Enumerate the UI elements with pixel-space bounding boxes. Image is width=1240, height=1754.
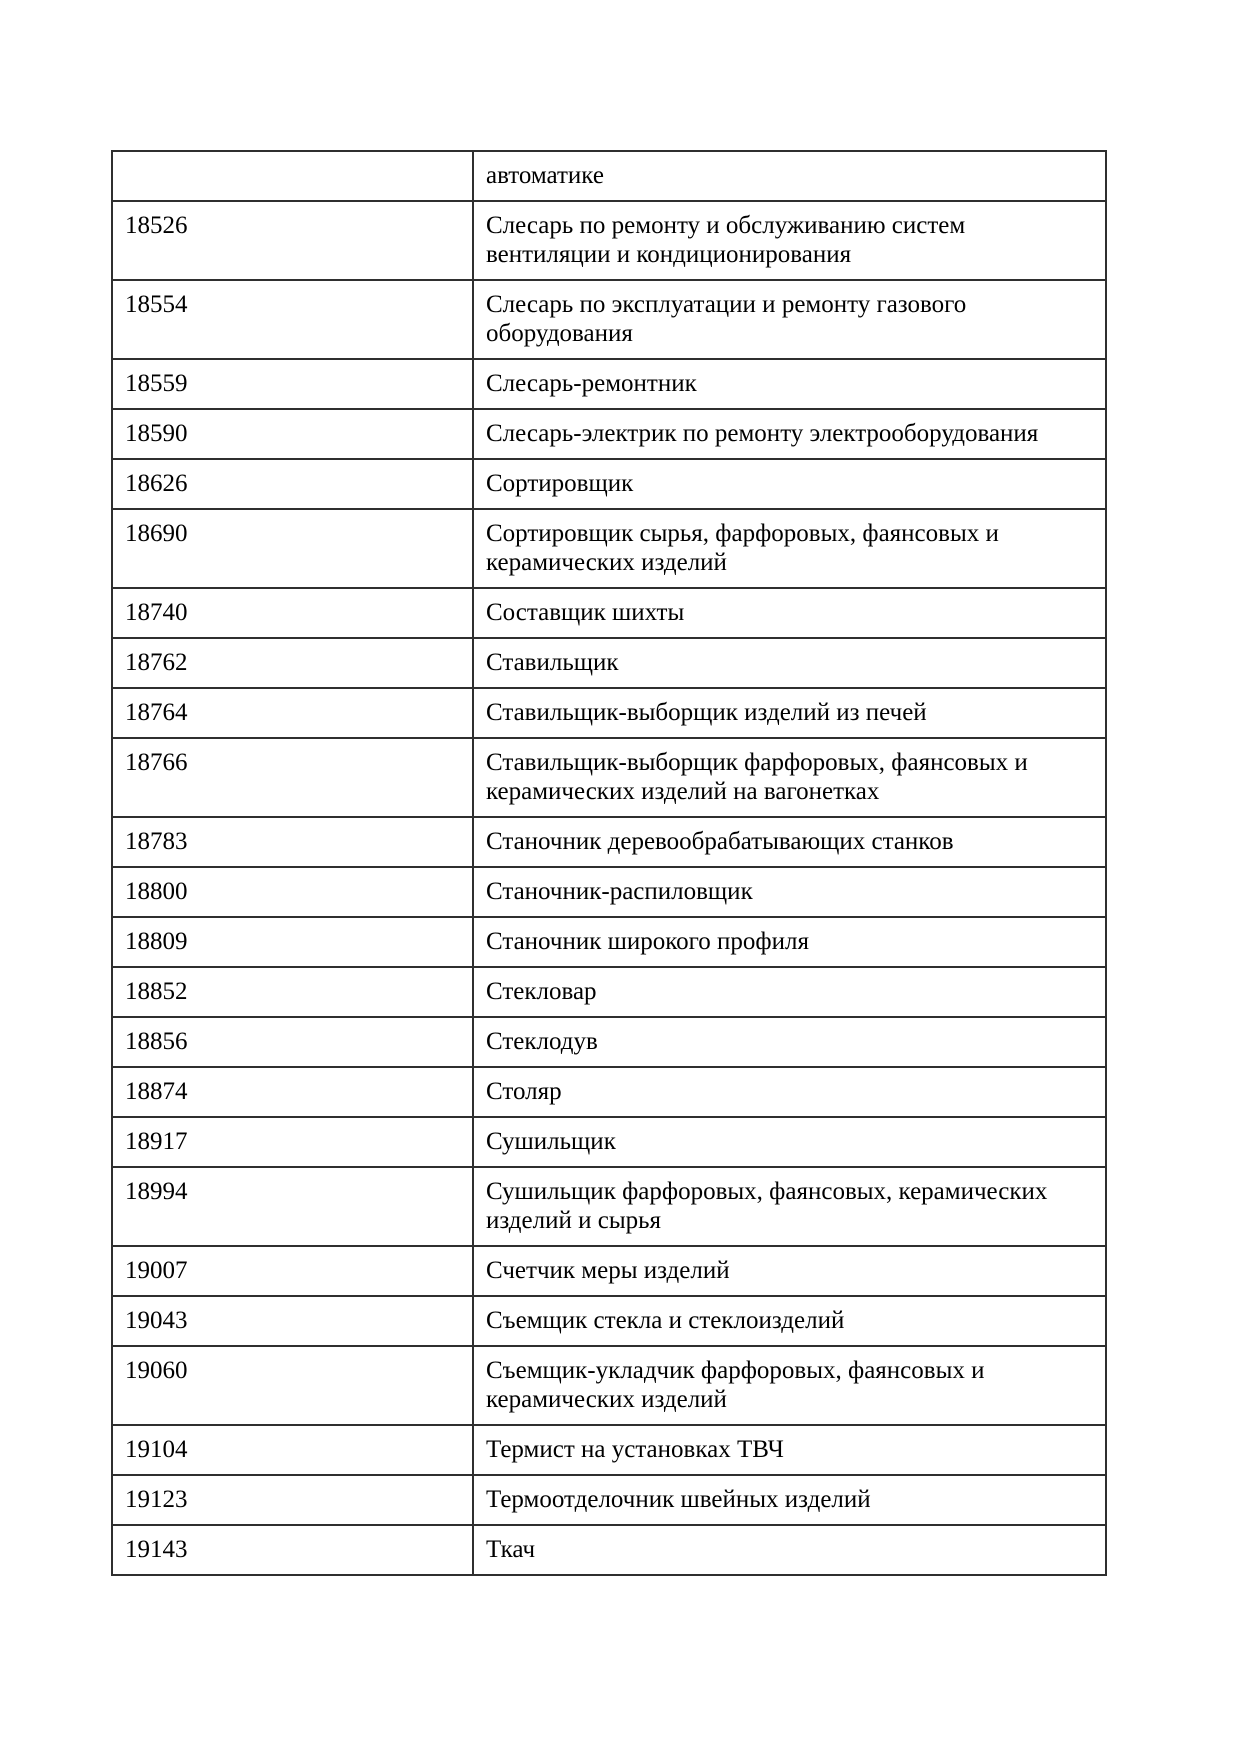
profession-code: 18690 <box>112 509 473 588</box>
profession-title: Сортировщик <box>473 459 1106 509</box>
profession-title: Станочник деревообрабатывающих станков <box>473 817 1106 867</box>
profession-code: 19007 <box>112 1246 473 1296</box>
profession-title: Съемщик-укладчик фарфоровых, фаянсовых и керамических изделий <box>473 1346 1106 1425</box>
profession-title: Станочник-распиловщик <box>473 867 1106 917</box>
profession-title: Станочник широкого профиля <box>473 917 1106 967</box>
profession-title: автоматике <box>473 151 1106 201</box>
profession-table <box>111 150 1107 1576</box>
profession-code: 18764 <box>112 688 473 738</box>
profession-title: Ставильщик-выборщик фарфоровых, фаянсовых и керамических изделий на вагонетках <box>473 738 1106 817</box>
profession-code: 19043 <box>112 1296 473 1346</box>
profession-title: Слесарь по эксплуатации и ремонту газового оборудования <box>473 280 1106 359</box>
profession-title: Столяр <box>473 1067 1106 1117</box>
profession-code: 18626 <box>112 459 473 509</box>
profession-title: Счетчик меры изделий <box>473 1246 1106 1296</box>
table-row <box>112 151 1106 201</box>
table-row <box>112 359 1106 409</box>
profession-title: Стекловар <box>473 967 1106 1017</box>
profession-code: 18559 <box>112 359 473 409</box>
profession-title: Съемщик стекла и стеклоизделий <box>473 1296 1106 1346</box>
profession-code: 18800 <box>112 867 473 917</box>
profession-title: Сортировщик сырья, фарфоровых, фаянсовых и керамических изделий <box>473 509 1106 588</box>
table-row <box>112 280 1106 359</box>
table-row <box>112 588 1106 638</box>
table-row <box>112 1475 1106 1525</box>
table-row <box>112 509 1106 588</box>
profession-code: 18856 <box>112 1017 473 1067</box>
profession-code: 18740 <box>112 588 473 638</box>
profession-code: 18874 <box>112 1067 473 1117</box>
table-row <box>112 967 1106 1017</box>
profession-code: 18783 <box>112 817 473 867</box>
profession-table-body <box>112 151 1106 1575</box>
profession-code: 18852 <box>112 967 473 1017</box>
table-row <box>112 201 1106 280</box>
profession-code: 18590 <box>112 409 473 459</box>
profession-code: 18917 <box>112 1117 473 1167</box>
profession-title: Термоотделочник швейных изделий <box>473 1475 1106 1525</box>
profession-title: Термист на установках ТВЧ <box>473 1425 1106 1475</box>
table-row <box>112 867 1106 917</box>
table-row <box>112 1117 1106 1167</box>
table-row <box>112 638 1106 688</box>
profession-title: Слесарь-электрик по ремонту электрооборудования <box>473 409 1106 459</box>
table-row <box>112 688 1106 738</box>
profession-title: Ставильщик <box>473 638 1106 688</box>
table-row <box>112 1246 1106 1296</box>
table-row <box>112 459 1106 509</box>
table-row <box>112 1017 1106 1067</box>
profession-code: 18766 <box>112 738 473 817</box>
profession-code <box>112 151 473 201</box>
table-row <box>112 1346 1106 1425</box>
table-row <box>112 917 1106 967</box>
table-row <box>112 1167 1106 1246</box>
profession-title: Ткач <box>473 1525 1106 1575</box>
profession-code: 19060 <box>112 1346 473 1425</box>
profession-code: 18994 <box>112 1167 473 1246</box>
profession-code: 19143 <box>112 1525 473 1575</box>
profession-code: 18762 <box>112 638 473 688</box>
profession-title: Сушильщик фарфоровых, фаянсовых, керамических изделий и сырья <box>473 1167 1106 1246</box>
profession-title: Составщик шихты <box>473 588 1106 638</box>
profession-code: 18526 <box>112 201 473 280</box>
table-row <box>112 409 1106 459</box>
profession-title: Слесарь по ремонту и обслуживанию систем вентиляции и кондиционирования <box>473 201 1106 280</box>
profession-title: Ставильщик-выборщик изделий из печей <box>473 688 1106 738</box>
table-row <box>112 1067 1106 1117</box>
table-row <box>112 1525 1106 1575</box>
table-row <box>112 1296 1106 1346</box>
profession-code: 19123 <box>112 1475 473 1525</box>
profession-title: Стеклодув <box>473 1017 1106 1067</box>
profession-title: Слесарь-ремонтник <box>473 359 1106 409</box>
table-row <box>112 738 1106 817</box>
profession-code: 19104 <box>112 1425 473 1475</box>
profession-title: Сушильщик <box>473 1117 1106 1167</box>
table-row <box>112 1425 1106 1475</box>
profession-code: 18809 <box>112 917 473 967</box>
profession-code: 18554 <box>112 280 473 359</box>
table-row <box>112 817 1106 867</box>
